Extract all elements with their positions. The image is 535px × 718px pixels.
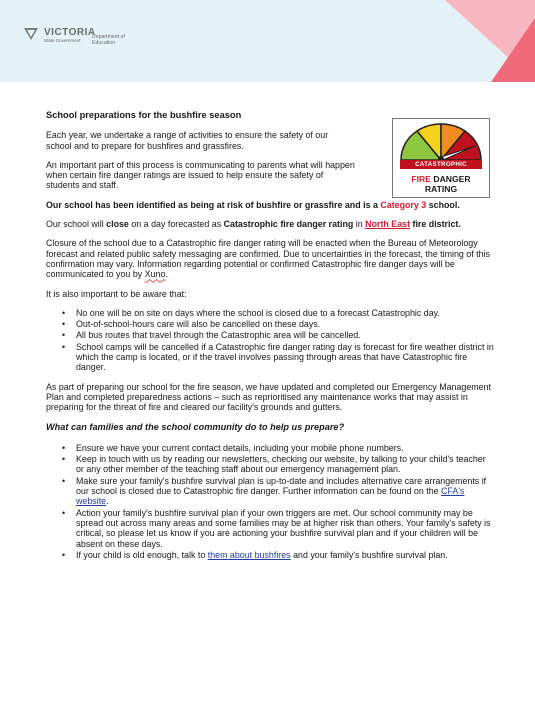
- list-item: • No one will be on site on days where the school is closed due to a forecast Catastrophic day.: [76, 308, 494, 318]
- document-body: [46, 110, 494, 569]
- xuno-word: Xuno: [144, 269, 166, 280]
- list-item: • Out-of-school-hours care will also be cancelled on these days.: [76, 319, 494, 329]
- fire-district-suffix: fire district.: [410, 219, 461, 230]
- family-actions-list: [46, 443, 494, 560]
- page-header: [0, 0, 535, 82]
- list-item: [76, 550, 494, 560]
- enactment-end: .: [165, 269, 168, 280]
- list-item: • Keep in touch with us by reading our newsletters, checking our website, by talking to your child's teacher or any other member of the teaching staff about our emergency management plan.: [76, 454, 494, 475]
- closure-facts-list: [46, 308, 494, 373]
- logo-word: VICTORIA: [44, 27, 96, 38]
- victoria-logo: [24, 28, 96, 43]
- department-name: Department of Education: [92, 34, 125, 46]
- survival-plan-text: Make sure your family's bushfire survival plan is up-to-date and includes alternative care arrangements if our school is closed due to Catastrophic fire danger. Further information can be found on the: [76, 475, 487, 497]
- intro-paragraph: Each year, we undertake a range of activities to ensure the safety of our school and to prepare for bushfires and grassfires.: [46, 130, 329, 151]
- list-item: • All bus routes that travel through the Catastrophic area will be cancelled.: [76, 330, 494, 340]
- bushfires-link[interactable]: them about bushfires: [207, 549, 291, 560]
- catastrophic-label: CATASTROPHIC: [400, 160, 482, 169]
- talk-text-end: and your family's bushfire survival plan.: [290, 549, 448, 560]
- header-decoration: [445, 0, 535, 82]
- category-paragraph: [46, 200, 494, 210]
- triangle-logo-icon: [24, 28, 38, 42]
- preparation-paragraph: As part of preparing our school for the fire season, we have updated and completed our Emergency Management Plan and completed preparedness actions – such as reprioritised any maintenance works that may assist in preparing for the threat of fire and cleared our facility's grounds and gutters.: [46, 381, 491, 413]
- survival-plan-end: .: [106, 496, 109, 507]
- enactment-text: Closure of the school due to a Catastrophic fire danger rating will be enacted when the Bureau of Meteorology forecast and related public safety messaging are confirmed. Due to uncertainties in the forecast, the timing of this confirmation may vary. Information regarding potential or confirmed Catastrophic fire danger days will be communicated to you by: [46, 238, 490, 280]
- category-text: Our school has been identified as being at risk of bushfire or grassfire and is a: [46, 199, 381, 210]
- families-question-heading: What can families and the school community do to help us prepare?: [46, 421, 345, 432]
- list-item: [76, 476, 494, 507]
- closure-text-2: on a day forecasted as: [128, 219, 224, 230]
- rating-fire-word: FIRE: [411, 174, 431, 184]
- aware-paragraph: It is also important to be aware that:: [46, 288, 187, 299]
- closure-paragraph: [46, 219, 494, 229]
- close-word: close: [106, 219, 129, 230]
- list-item: • Action your family's bushfire survival plan if your own triggers are met. Our school community may be spread out across many areas and some families may be at higher risk than others. Your family's safety is critical, so please let us know if you are actioning your bushfire survival plan and if your children will be absent on these days.: [76, 508, 494, 549]
- category-text-end: school.: [426, 199, 460, 210]
- cfa-website-link[interactable]: CFA's website: [76, 486, 465, 507]
- list-item: • School camps will be cancelled if a Catastrophic fire danger rating day is forecast for fire weather district in which the camp is located, or if the travel involves passing through areas that have Catastrophic fire danger.: [76, 342, 494, 373]
- closure-text-3: in: [353, 219, 366, 230]
- talk-text: If your child is old enough, talk to: [76, 549, 208, 560]
- enactment-paragraph: [46, 238, 494, 279]
- rating-danger-word: DANGER RATING: [424, 174, 471, 194]
- page-title: School preparations for the bushfire season: [46, 110, 242, 120]
- category-value: Category 3: [380, 199, 427, 210]
- communication-paragraph: An important part of this process is communicating to parents what will happen when certain fire danger ratings are issued to help ensure the safety of students and staff.: [46, 159, 355, 191]
- list-item: • Ensure we have your current contact details, including your mobile phone numbers.: [76, 443, 494, 453]
- logo-sub: State Government: [44, 38, 81, 43]
- catastrophic-rating-text: Catastrophic fire danger rating: [223, 219, 354, 230]
- fire-district: North East: [365, 219, 411, 230]
- closure-text: Our school will: [46, 219, 107, 230]
